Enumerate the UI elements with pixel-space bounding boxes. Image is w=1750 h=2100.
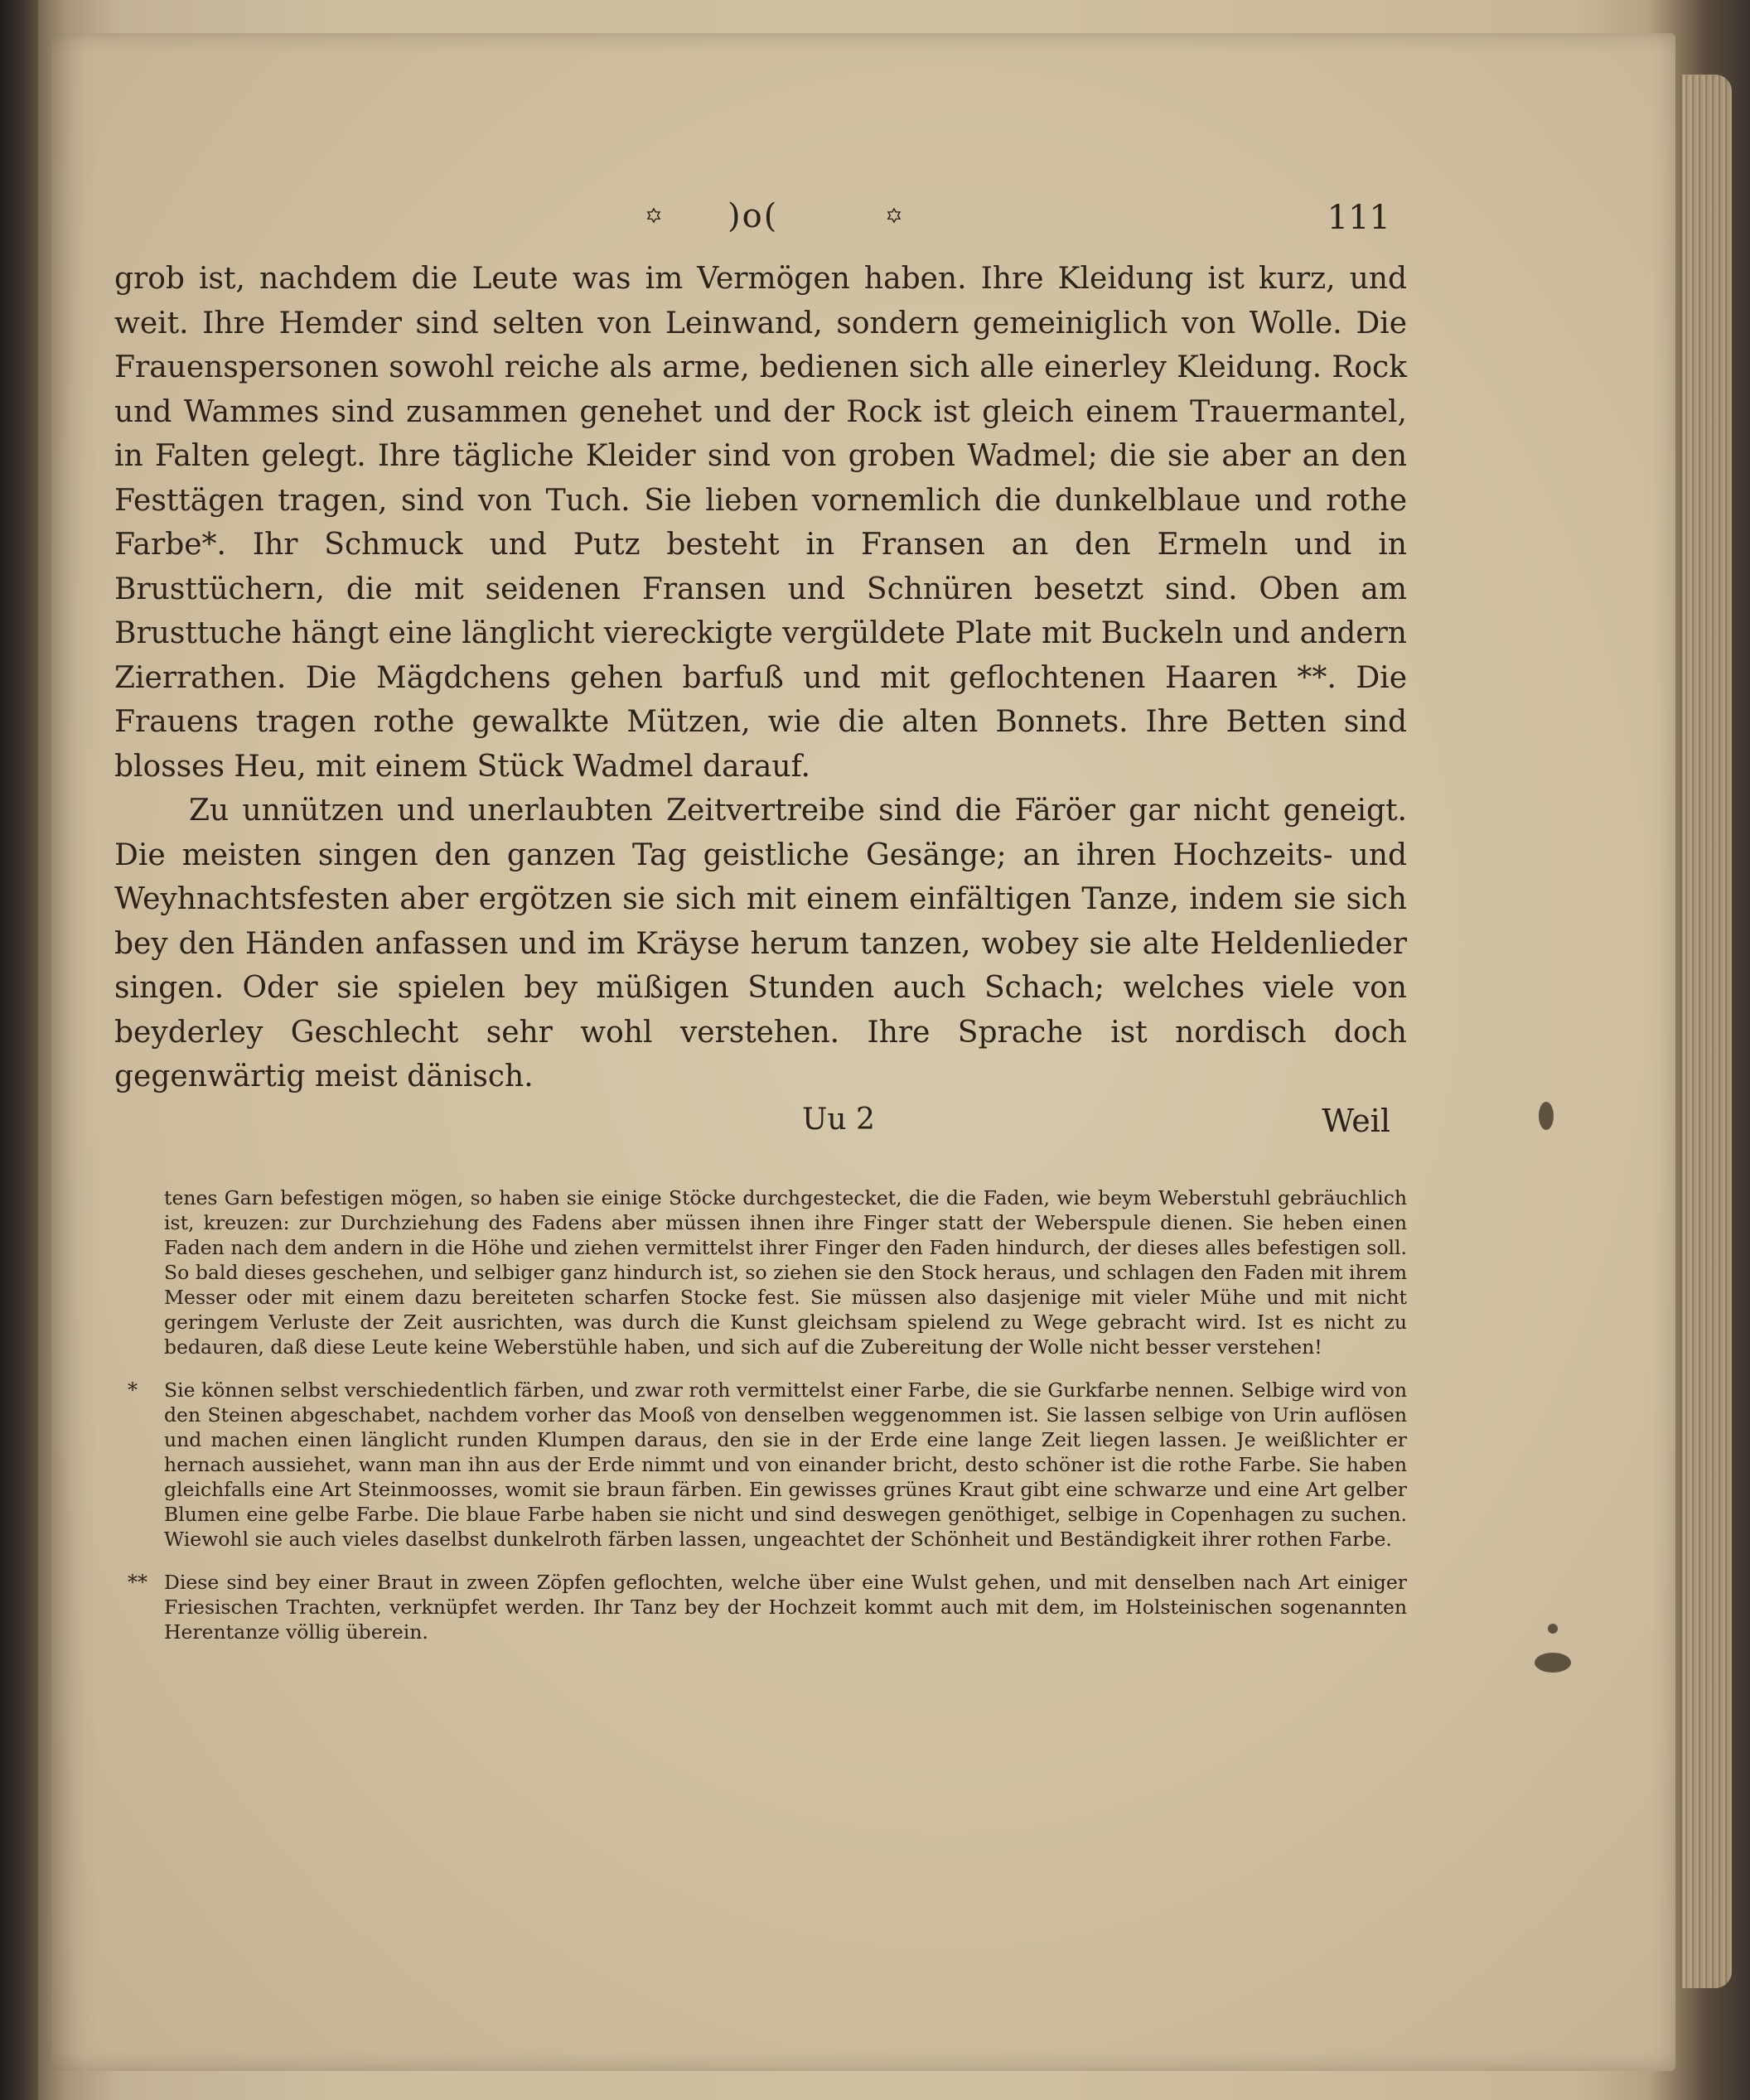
- paragraph: grob ist, nachdem die Leute was im Vermögen haben. Ihre Kleidung ist kurz, und weit. Ihre Hemder sind selten von Leinwand, sondern gemeiniglich von Wolle. Die Frauenspersonen sowohl reiche als arme, bedienen sich alle einerley Kleidung. Rock und Wammes sind zusammen genehet und der Rock ist gleich einem Trauermantel, in Falten gelegt. Ihre tägliche Kleider sind von groben Wadmel; die sie aber an den Festtägen tragen, sind von Tuch. Sie lieben vornemlich die dunkelblaue und rothe Farbe*. Ihr Schmuck und Putz besteht in Fransen an den Ermeln und in Brusttüchern, die mit seidenen Fransen und Schnüren besetzt sind. Oben am Brusttuche hängt eine länglicht viereckigte vergüldete Plate mit Buckeln und andern Zierrathen. Die Mägdchens gehen barfuß und mit geflochtenen Haaren **. Die Frauens tragen rothe gewalkte Mützen, wie die alten Bonnets. Ihre Betten sind blosses Heu, mit einem Stück Wadmel darauf.: [114, 262, 1407, 784]
- main-text: [114, 257, 1407, 1099]
- ornament-right-icon: ꙳: [885, 203, 905, 241]
- ink-blot: [1539, 1102, 1554, 1130]
- footnotes: [114, 1185, 1407, 1644]
- footnote: [128, 1378, 1407, 1552]
- book-binding-edge: [0, 0, 38, 2100]
- running-header: [114, 191, 1407, 257]
- footnote-mark: **: [128, 1570, 147, 1594]
- footnote-continuation: tenes Garn befestigen mögen, so haben sie einige Stöcke durchgestecket, die die Faden, wie beym Weberstuhl gebräuchlich ist, kreuzen: zur Durchziehung des Fadens aber müssen ihnen ihre Finger statt der Weberspule dienen. Sie heben einen Faden nach dem andern in die Höhe und ziehen vermittelst ihrer Finger den Faden hindurch, der dieses alles befestigen soll. So bald dieses geschehen, und selbiger ganz hindurch ist, so ziehen sie den Stock heraus, und schlagen den Faden mit ihrem Messer oder mit einem dazu bereiteten scharfen Stocke fest. Sie müssen also dasjenige mit vieler Mühe und mit nicht geringem Verluste der Zeit ausrichten, was durch die Kunst gleichsam spielend zu Wege gebracht wird. Ist es nicht zu bedauren, daß diese Leute keine Weberstühle haben, und sich auf die Zubereitung der Wolle nicht besser verstehen!: [164, 1185, 1407, 1359]
- footnote-text: Diese sind bey einer Braut in zween Zöpfen geflochten, welche über eine Wulst gehen, und mit denselben nach Art einiger Friesischen Trachten, verknüpfet werden. Ihr Tanz bey der Hochzeit kommt auch mit dem, im Holsteinischen sogenannten Herentanze völlig überein.: [164, 1570, 1407, 1644]
- ornament-center: )o(: [728, 197, 779, 235]
- page-number: 111: [1327, 199, 1390, 237]
- ornament-left-icon: ꙳: [645, 203, 665, 241]
- footnote-text: Sie können selbst verschiedentlich färben, und zwar roth vermittelst einer Farbe, die sie Gurkfarbe nennen. Selbige wird von den Steinen abgeschabet, nachdem vorher das Mooß von denselben weggenommen ist. Sie lassen selbige von Urin auflösen und machen einen länglicht runden Klumpen daraus, den sie in der Erde eine lange Zeit liegen lassen. Je weißlichter er hernach aussiehet, wann man ihn aus der Erde nimmt und von einander bricht, desto schöner ist die rothe Farbe. Sie haben gleichfalls eine Art Steinmoosses, womit sie braun färben. Ein gewisses grünes Kraut gibt eine schwarze und eine Art gelber Blumen eine gelbe Farbe. Die blaue Farbe haben sie nicht und sind deswegen genöthiget, selbige in Copenhagen zu suchen. Wiewohl sie auch vieles daselbst dunkelroth färben lassen, ungeachtet der Schönheit und Beständigkeit ihrer rothen Farbe.: [164, 1378, 1407, 1551]
- ink-blot: [1548, 1624, 1558, 1634]
- signature-mark: Uu 2: [802, 1102, 875, 1137]
- footnote-mark: *: [128, 1378, 138, 1402]
- ink-blot: [1535, 1653, 1571, 1673]
- signature-line: [114, 1103, 1407, 1152]
- footnote: [128, 1570, 1407, 1644]
- page-stack-edge: [1682, 75, 1732, 1988]
- page-content: [114, 191, 1407, 1663]
- catchword: Weil: [1322, 1102, 1390, 1139]
- paragraph: Zu unnützen und unerlaubten Zeitvertreibe sind die Färöer gar nicht geneigt. Die meisten singen den ganzen Tag geistliche Gesänge; an ihren Hochzeits- und Weyhnachtsfesten aber ergötzen sie sich mit einem einfältigen Tanze, indem sie sich bey den Händen anfassen und im Kräyse herum tanzen, wobey sie alte Heldenlieder singen. Oder sie spielen bey müßigen Stunden auch Schach; welches viele von beyderley Geschlecht sehr wohl verstehen. Ihre Sprache ist nordisch doch gegenwärtig meist dänisch.: [114, 794, 1407, 1093]
